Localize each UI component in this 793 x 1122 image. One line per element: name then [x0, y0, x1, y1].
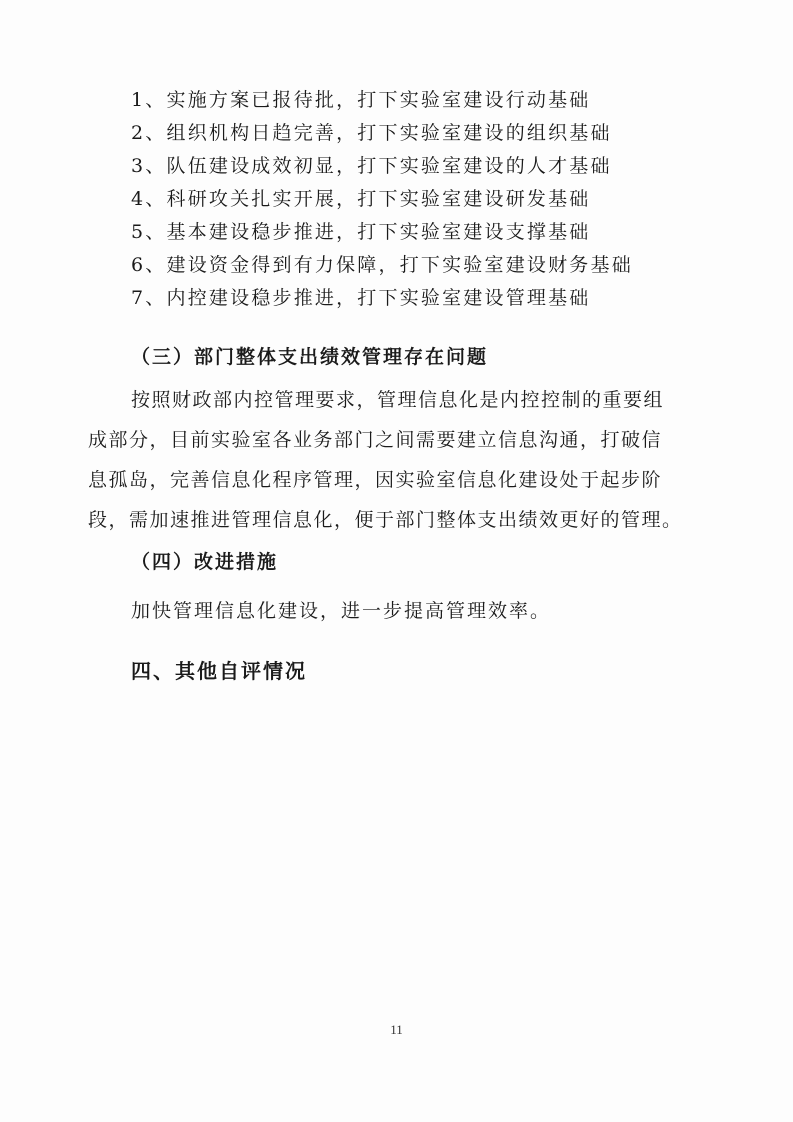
list-item-3: 3、队伍建设成效初显，打下实验室建设的人才基础: [131, 155, 612, 177]
list-item-2: 2、组织机构日趋完善，打下实验室建设的组织基础: [131, 122, 612, 144]
section-4-text: 加快管理信息化建设，进一步提高管理效率。: [131, 600, 552, 622]
section-3-paragraph: [88, 380, 698, 540]
section-other-heading: 四、其他自评情况: [131, 659, 307, 683]
page-number: 11: [390, 1022, 403, 1037]
section-3-line-4: 段，需加速推进管理信息化，便于部门整体支出绩效更好的管理。: [88, 509, 683, 531]
list-item-6: 6、建设资金得到有力保障，打下实验室建设财务基础: [131, 254, 633, 276]
section-3-heading: （三）部门整体支出绩效管理存在问题: [131, 346, 489, 368]
list-item-5: 5、基本建设稳步推进，打下实验室建设支撑基础: [131, 221, 591, 243]
list-item-1: 1、实施方案已报待批，打下实验室建设行动基础: [131, 89, 591, 111]
section-4-heading: （四）改进措施: [131, 551, 279, 573]
section-3-line-3: 息孤岛，完善信息化程序管理，因实验室信息化建设处于起步阶: [88, 469, 663, 491]
list-item-7: 7、内控建设稳步推进，打下实验室建设管理基础: [131, 287, 591, 309]
list-item-4: 4、科研攻关扎实开展，打下实验室建设研发基础: [131, 188, 591, 210]
section-3-line-2: 成部分，目前实验室各业务部门之间需要建立信息沟通，打破信: [88, 429, 663, 451]
section-3-line-1: 按照财政部内控管理要求，管理信息化是内控控制的重要组: [131, 389, 665, 411]
